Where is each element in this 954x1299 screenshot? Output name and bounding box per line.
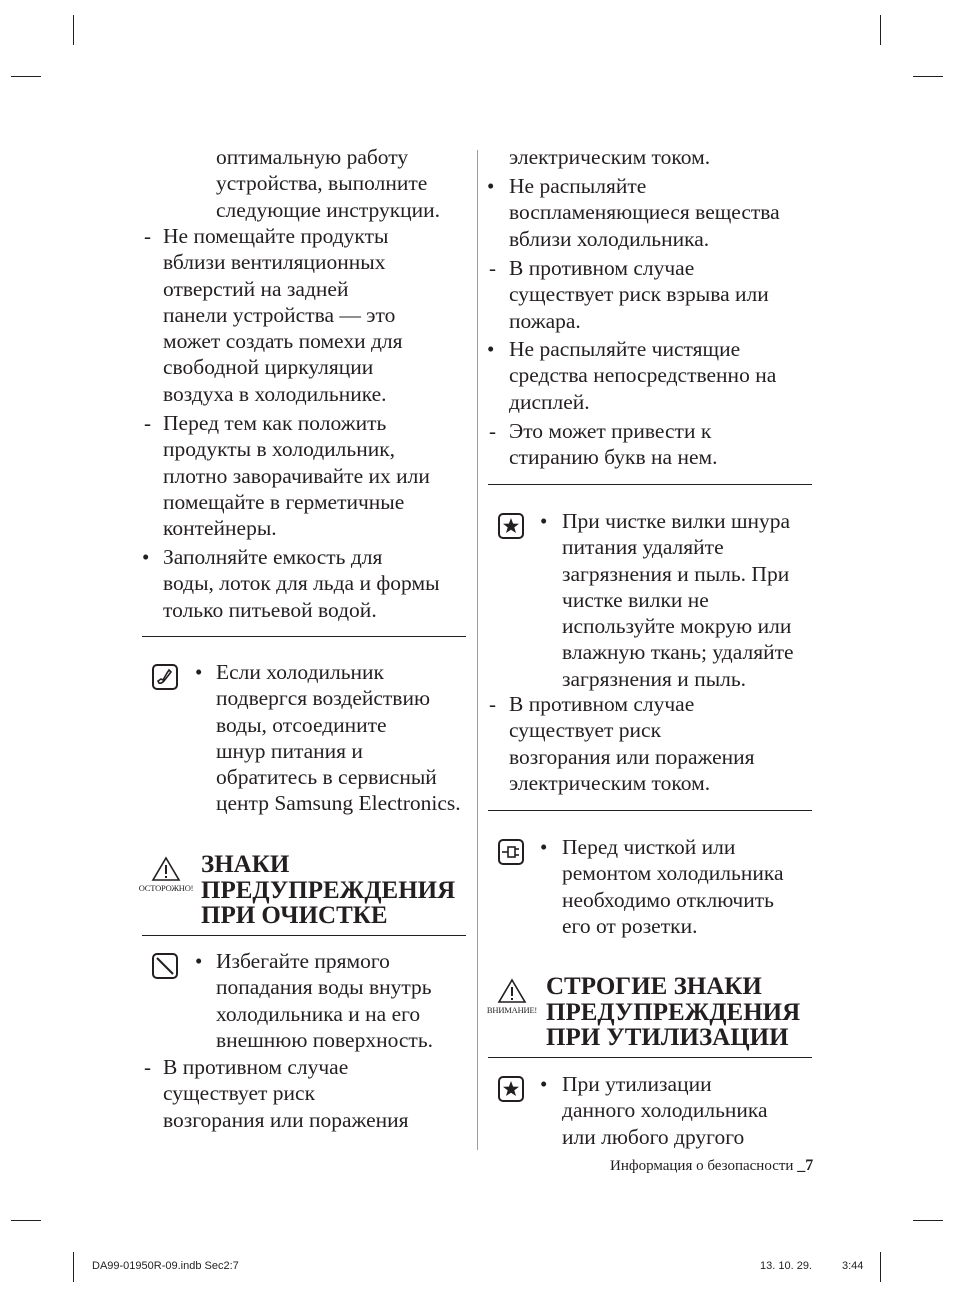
caution-warning: [134, 856, 198, 893]
dash-marker: -: [144, 224, 151, 248]
phone-icon: [152, 664, 178, 690]
text-line: может создать помехи для: [163, 329, 403, 354]
text-line: При чистке вилки шнура: [562, 509, 791, 533]
dash-marker: -: [144, 411, 151, 435]
file-slug: DA99-01950R-09.indb Sec2:7: [92, 1260, 239, 1272]
vent-warning-text: [163, 223, 403, 407]
text-line: отверстий на задней: [163, 276, 349, 301]
text-line: Не распыляйте чистящие: [509, 337, 741, 361]
text-line: ЗНАКИ: [201, 851, 290, 878]
slug-time: 3:44: [842, 1260, 864, 1272]
star-icon: [498, 1076, 524, 1102]
bullet-marker: •: [142, 545, 150, 569]
avoid-water-text: [216, 948, 433, 1053]
text-line: существует риск: [509, 718, 662, 743]
text-line: холодильника и на его: [216, 1001, 421, 1026]
plug-cleaning-text: [562, 508, 794, 692]
text-line: плотно заворачивайте их или: [163, 463, 430, 488]
text-line: питания удаляйте: [562, 535, 724, 560]
disposal-text: [562, 1071, 768, 1150]
text-line: Если холодильник: [216, 660, 384, 684]
text-line: дисплей.: [509, 389, 590, 414]
text-line: вблизи холодильника.: [509, 226, 710, 251]
attention-warning: [479, 978, 545, 1015]
unplug-icon: [498, 839, 524, 865]
section-divider: [488, 1057, 812, 1058]
drinking-water-text: [163, 544, 440, 623]
text-line: существует риск: [163, 1081, 316, 1106]
text-line: продукты в холодильник,: [163, 437, 396, 462]
bullet-marker: •: [195, 949, 203, 973]
text-line: Перед тем как положить: [163, 411, 387, 435]
text-line: свободной циркуляции: [163, 355, 374, 380]
crop-mark: [913, 76, 943, 77]
section-divider: [142, 935, 466, 936]
text-line: В противном случае: [509, 692, 695, 716]
text-line: электрическим током.: [509, 770, 711, 795]
text-line: влажную ткань; удаляйте: [562, 640, 794, 665]
dash-marker: -: [489, 256, 496, 280]
text-line: ПРИ УТИЛИЗАЦИИ: [546, 1024, 789, 1051]
text-line: При утилизации: [562, 1072, 712, 1096]
disposal-warnings-heading: [546, 974, 800, 1051]
text-line: центр Samsung Electronics.: [216, 791, 461, 816]
dash-marker: -: [144, 1055, 151, 1079]
bullet-marker: •: [540, 509, 548, 533]
text-line: вблизи вентиляционных: [163, 250, 386, 275]
text-line: В противном случае: [163, 1055, 349, 1079]
text-line: ПРЕДУПРЕЖДЕНИЯ: [201, 876, 456, 904]
text-line: ремонтом холодильника: [562, 861, 784, 886]
text-line: только питьевой водой.: [163, 597, 377, 622]
text-line: В противном случае: [509, 256, 695, 280]
display-spray-text: [509, 336, 776, 415]
unplug-text: [562, 834, 784, 939]
bullet-marker: •: [540, 835, 548, 859]
bullet-marker: •: [195, 660, 203, 684]
text-line: загрязнения и пыль.: [562, 666, 747, 691]
dash-marker: -: [489, 419, 496, 443]
cleaning-warnings-heading: [201, 852, 455, 929]
continued-text: [509, 144, 710, 170]
dash-marker: -: [489, 692, 496, 716]
text-line: устройства, выполните: [216, 171, 428, 196]
text-line: оптимальную работу: [216, 145, 409, 169]
crop-mark: [913, 1220, 943, 1221]
text-line: воды, лоток для льда и формы: [163, 571, 440, 596]
explosion-risk-text: [509, 255, 769, 334]
text-line: существует риск взрыва или: [509, 282, 769, 307]
crop-mark: [11, 1220, 41, 1221]
caution-label: ОСТОРОЖНО!: [138, 883, 194, 893]
text-line: или любого другого: [562, 1124, 745, 1149]
text-line: его от розетки.: [562, 913, 698, 938]
text-line: загрязнения и пыль. При: [562, 561, 790, 586]
text-line: чистке вилки не: [562, 587, 709, 612]
text-line: контейнеры.: [163, 516, 277, 541]
attention-label: ВНИМАНИЕ!: [486, 1005, 538, 1015]
intro-text: [216, 144, 440, 223]
text-line: обратитесь в сервисный: [216, 765, 437, 790]
bullet-marker: •: [487, 337, 495, 361]
text-line: средства непосредственно на: [509, 363, 777, 388]
text-line: внешнюю поверхность.: [216, 1027, 433, 1052]
section-divider: [488, 484, 812, 485]
water-exposure-text: [216, 659, 461, 817]
no-water-icon: [152, 953, 178, 979]
section-divider: [142, 636, 466, 637]
page-number: _7: [797, 1157, 814, 1174]
fire-risk-text: [163, 1054, 409, 1133]
text-line: Избегайте прямого: [216, 949, 390, 973]
slug-date: 13. 10. 29.: [760, 1260, 812, 1272]
text-line: Заполняйте емкость для: [163, 545, 383, 569]
wrap-food-text: [163, 410, 430, 541]
text-line: СТРОГИЕ ЗНАКИ: [546, 973, 762, 1000]
warning-triangle-icon: [151, 856, 181, 882]
crop-mark: [73, 1252, 74, 1282]
text-line: помещайте в герметичные: [163, 489, 405, 514]
text-line: данного холодильника: [562, 1098, 768, 1123]
text-line: следующие инструкции.: [216, 197, 441, 222]
bullet-marker: •: [540, 1072, 548, 1096]
column-divider: [477, 150, 478, 1150]
bullet-marker: •: [487, 174, 495, 198]
footer-section: Информация о безопасности: [610, 1158, 798, 1174]
text-line: ПРИ ОЧИСТКЕ: [201, 902, 388, 929]
text-line: ПРЕДУПРЕЖДЕНИЯ: [546, 998, 801, 1026]
text-line: Не помещайте продукты: [163, 224, 389, 248]
text-line: стиранию букв на нем.: [509, 445, 718, 470]
shock-risk-text: [509, 691, 755, 796]
page-footer: [610, 1157, 813, 1175]
text-line: необходимо отключить: [562, 887, 774, 912]
crop-mark: [880, 15, 881, 45]
crop-mark: [880, 1252, 881, 1282]
star-icon: [498, 513, 524, 539]
text-line: воздуха в холодильнике.: [163, 381, 387, 406]
section-divider: [488, 810, 812, 811]
text-line: возгорания или поражения: [163, 1107, 409, 1132]
text-line: воспламеняющиеся вещества: [509, 200, 780, 225]
flammable-text: [509, 173, 780, 252]
text-line: электрическим током.: [509, 145, 711, 169]
text-line: Это может привести к: [509, 419, 712, 443]
letters-erase-text: [509, 418, 717, 471]
text-line: попадания воды внутрь: [216, 975, 432, 1000]
text-line: панели устройства — это: [163, 302, 396, 327]
text-line: Перед чисткой или: [562, 835, 736, 859]
text-line: подвергся воздействию: [216, 686, 431, 711]
text-line: пожара.: [509, 308, 581, 333]
crop-mark: [11, 76, 41, 77]
text-line: используйте мокрую или: [562, 614, 792, 639]
warning-triangle-icon: [497, 978, 527, 1004]
text-line: воды, отсоедините: [216, 712, 387, 737]
text-line: Не распыляйте: [509, 174, 647, 198]
text-line: возгорания или поражения: [509, 744, 755, 769]
text-line: шнур питания и: [216, 738, 363, 763]
crop-mark: [73, 15, 74, 45]
